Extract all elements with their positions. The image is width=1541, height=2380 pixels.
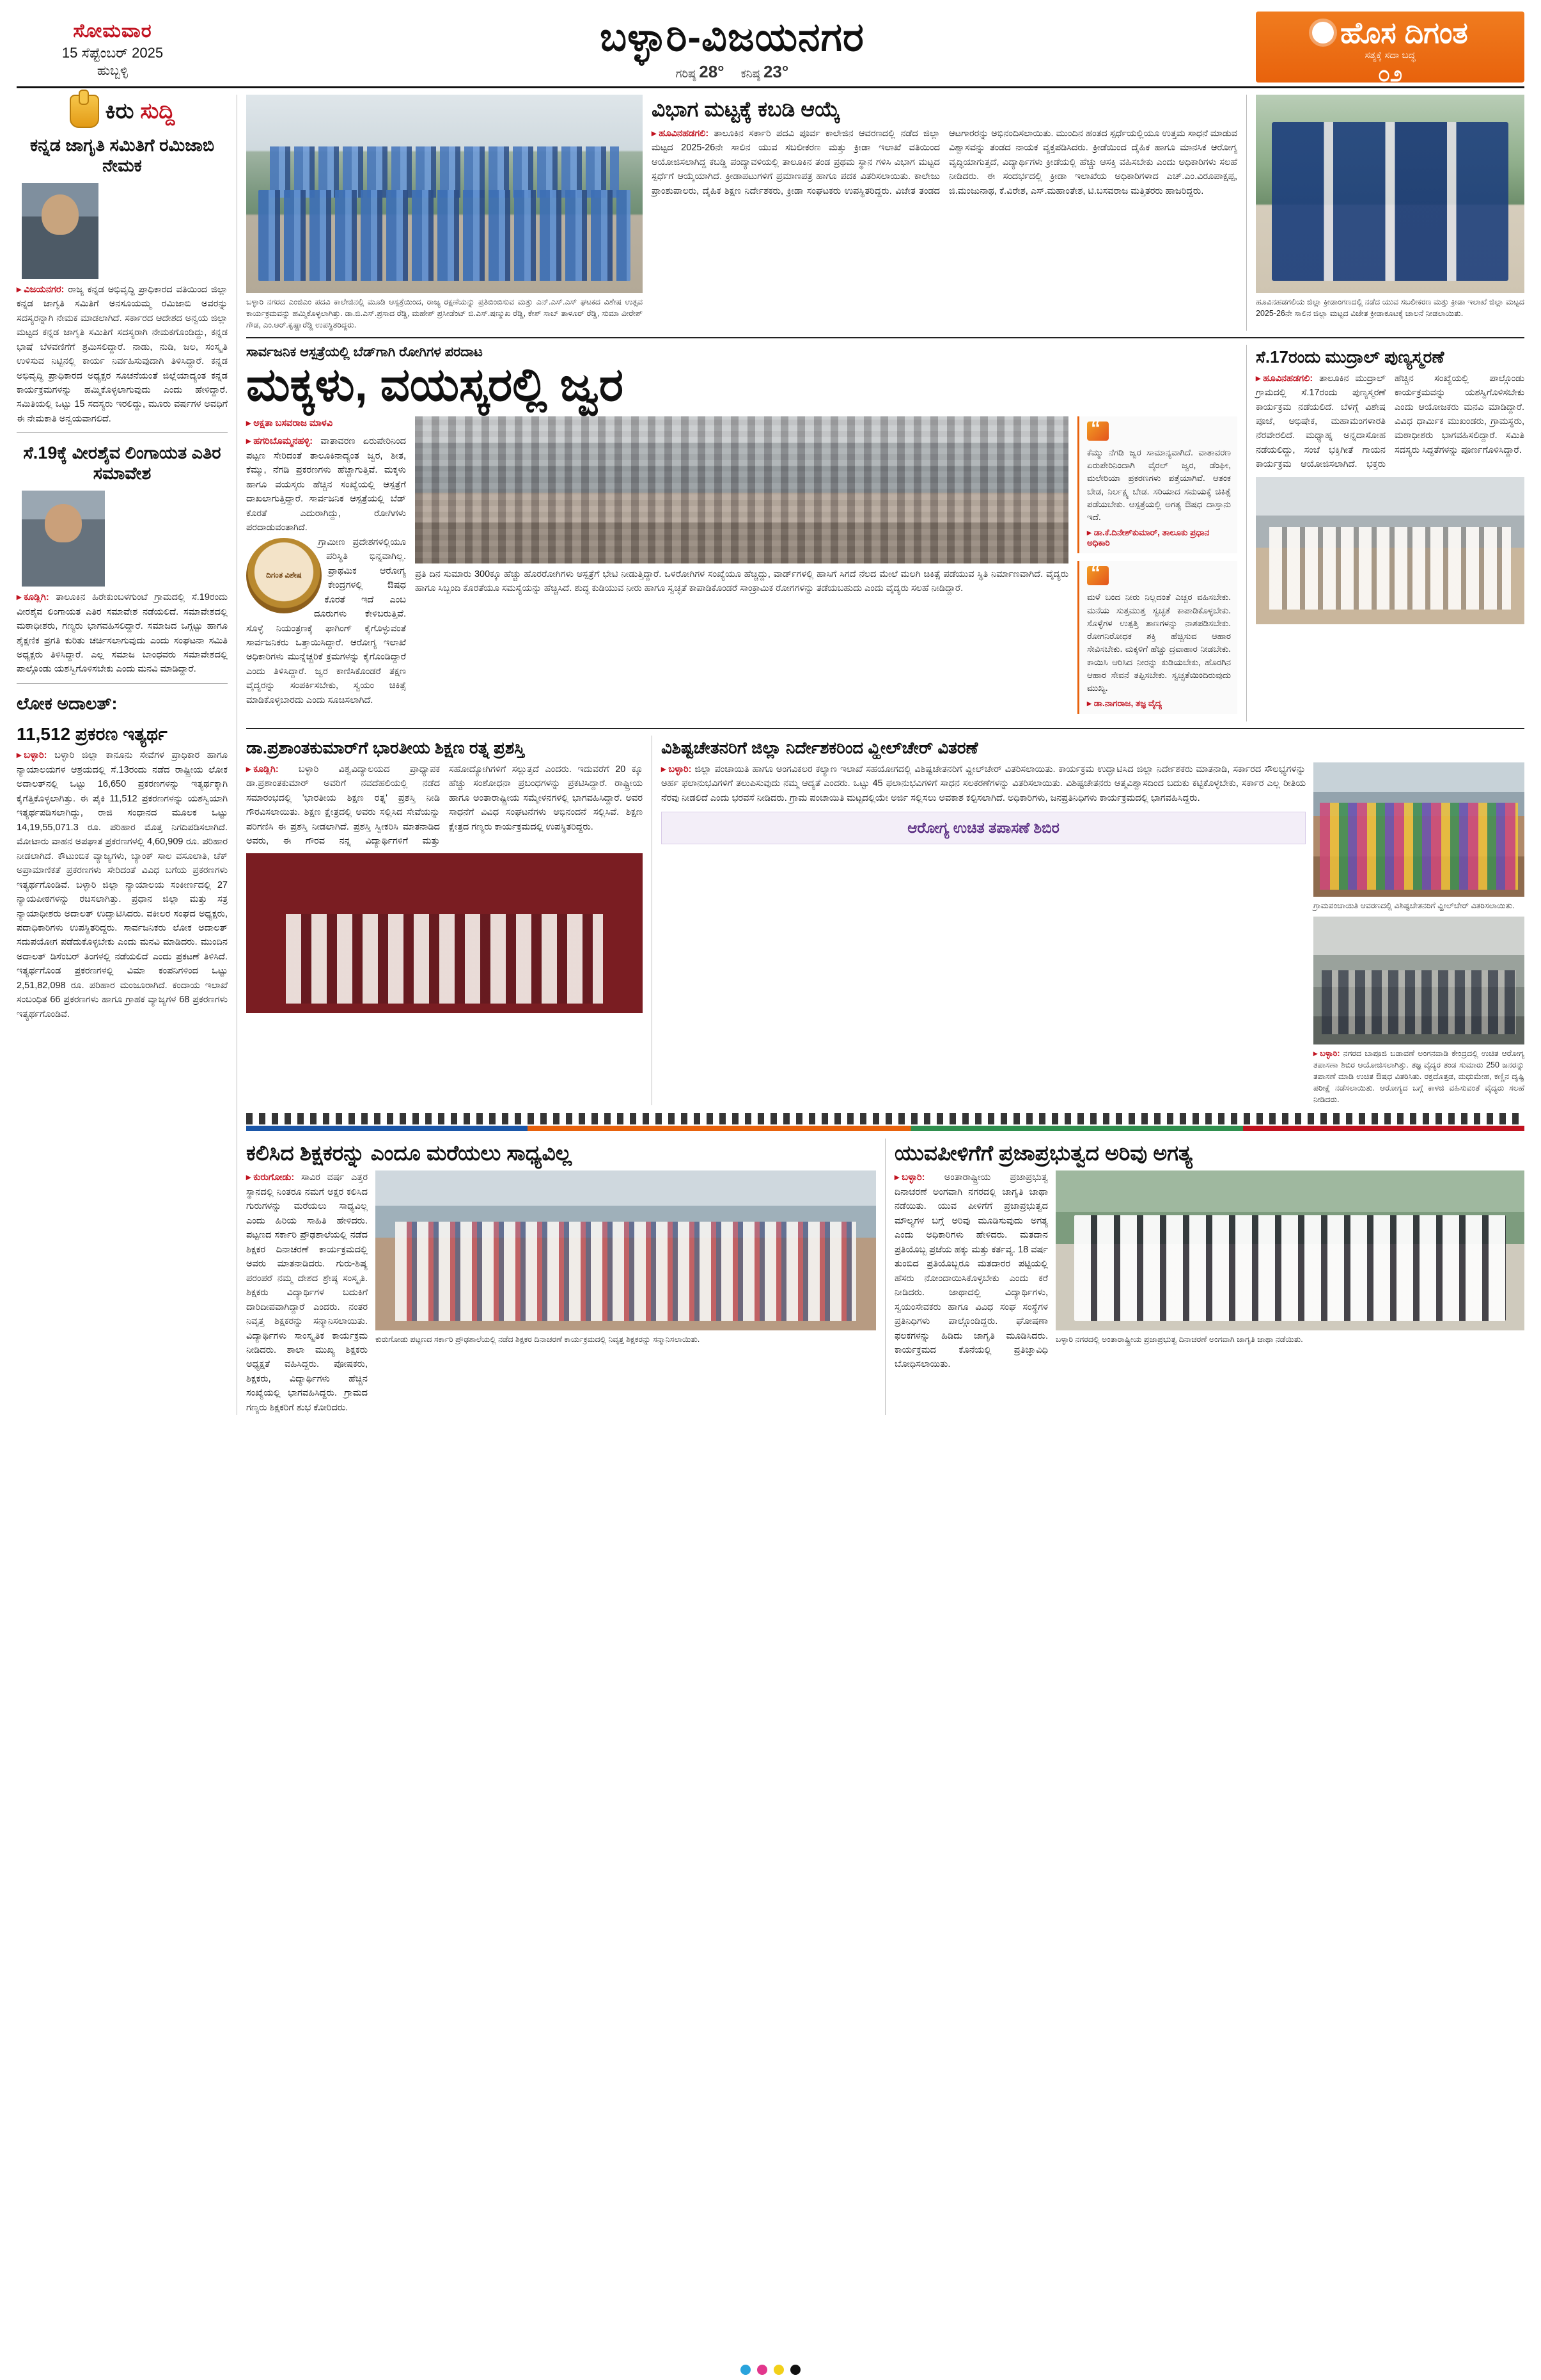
main-story-col1-body: ವಾತಾವರಣ ಏರುಪೇರಿನಿಂದ ಪಟ್ಟಣ ಸೇರಿದಂತೆ ತಾಲೂಕಿನಾದ್ಯಂತ ಜ್ವರ, ಶೀತ, ಕೆಮ್ಮು, ನೆಗಡಿ ಪ್ರಕರಣಗಳು ಹೆಚ್ಚಾಗುತ್ತಿವೆ. ಮಕ್ಕಳು ಹಾಗೂ ವಯಸ್ಕರು ಹೆಚ್ಚಿನ ಸಂಖ್ಯೆಯಲ್ಲಿ ಆಸ್ಪತ್ರೆಗೆ ದಾಖಲಾಗುತ್ತಿದ್ದಾರೆ. ಸಾರ್ವಜನಿಕ ಆಸ್ಪತ್ರೆಯಲ್ಲಿ ಬೆಡ್ ಕೊರತೆ ಎದುರಾಗಿದ್ದು, ರೋಗಿಗಳು ಪರದಾಡುವಂತಾಗಿದೆ. — [246, 436, 406, 533]
main-column — [246, 95, 1524, 1415]
health-camp-title: ಆರೋಗ್ಯ ಉಚಿತ ತಪಾಸಣೆ ಶಿಬಿರ — [907, 819, 1060, 837]
seal-text: ದಿಗಂತ ವಿಶೇಷ — [266, 570, 302, 579]
bottom-left-body: ಸಾವಿರ ವರ್ಷ ಎತ್ತರ ಸ್ಥಾನದಲ್ಲಿ ನಿಂತರೂ ನಮಗೆ ಅಕ್ಷರ ಕಲಿಸಿದ ಗುರುಗಳನ್ನು ಮರೆಯಲು ಸಾಧ್ಯವಿಲ್ಲ ಎಂದು ಹಿರಿಯ ಸಾಹಿತಿ ಹೇಳಿದರು. ಪಟ್ಟಣದ ಸರ್ಕಾರಿ ಪ್ರೌಢಶಾಲೆಯಲ್ಲಿ ನಡೆದ ಶಿಕ್ಷಕರ ದಿನಾಚರಣೆ ಕಾರ್ಯಕ್ರಮದಲ್ಲಿ ಅವರು ಮಾತನಾಡಿದರು. ಗುರು-ಶಿಷ್ಯ ಪರಂಪರೆ ನಮ್ಮ ದೇಶದ ಶ್ರೇಷ್ಠ ಸಂಸ್ಕೃತಿ. ಶಿಕ್ಷಕರು ವಿದ್ಯಾರ್ಥಿಗಳ ಬದುಕಿಗೆ ದಾರಿದೀಪವಾಗಿದ್ದಾರೆ ಎಂದರು. ನಂತರ ನಿವೃತ್ತ ಶಿಕ್ಷಕರನ್ನು ಸನ್ಮಾನಿಸಲಾಯಿತು. ವಿದ್ಯಾರ್ಥಿಗಳು ಸಾಂಸ್ಕೃತಿಕ ಕಾರ್ಯಕ್ರಮ ನೀಡಿದರು. ಶಾಲಾ ಮುಖ್ಯ ಶಿಕ್ಷಕರು ಅಧ್ಯಕ್ಷತೆ ವಹಿಸಿದ್ದರು. ಪೋಷಕರು, ಶಿಕ್ಷಕರು, ವಿದ್ಯಾರ್ಥಿಗಳು ಹೆಚ್ಚಿನ ಸಂಖ್ಯೆಯಲ್ಲಿ ಭಾಗವಹಿಸಿದ್ದರು. ಗ್ರಾಮದ ಗಣ್ಯರು ಶಿಕ್ಷಕರಿಗೆ ಶುಭ ಕೋರಿದರು. — [246, 1172, 368, 1413]
mid-band — [246, 736, 1524, 1105]
color-bar-divider — [246, 1126, 1524, 1131]
sidebar-column — [17, 95, 228, 1415]
bottom-left-photocol — [375, 1170, 876, 1415]
right-top-text — [1256, 372, 1524, 472]
quote-card-1 — [1077, 416, 1237, 554]
masthead — [17, 12, 1524, 88]
sidebar-story-2-photo — [22, 491, 105, 587]
right-top-body: ತಾಲೂಕಿನ ಮುದ್ರಾಲ್ ಗ್ರಾಮದಲ್ಲಿ ಸೆ.17ರಂದು ಪುಣ್ಯಸ್ಮರಣೆ ಕಾರ್ಯಕ್ರಮ ನಡೆಯಲಿದೆ. ಬೆಳಗ್ಗೆ ವಿಶೇಷ ಪೂಜೆ, ಅಭಿಷೇಕ, ಮಹಾಮಂಗಳಾರತಿ ನೆರವೇರಲಿದೆ. ಮಧ್ಯಾಹ್ನ ಅನ್ನದಾಸೋಹ ನಡೆಯಲಿದ್ದು, ಸಂಜೆ ಭಕ್ತಿಗೀತೆ ಗಾಯನ ಕಾರ್ಯಕ್ರಮ ಆಯೋಜಿಸಲಾಗಿದೆ. ಭಕ್ತರು ಹೆಚ್ಚಿನ ಸಂಖ್ಯೆಯಲ್ಲಿ ಪಾಲ್ಗೊಂಡು ಕಾರ್ಯಕ್ರಮವನ್ನು ಯಶಸ್ವಿಗೊಳಿಸಬೇಕು ಎಂದು ಆಯೋಜಕರು ಮನವಿ ಮಾಡಿದ್ದಾರೆ. ವಿವಿಧ ಧಾರ್ಮಿಕ ಮುಖಂಡರು, ಗ್ರಾಮಸ್ಥರು, ಮಠಾಧೀಶರು ಭಾಗವಹಿಸಲಿದ್ದಾರೆ. ಸಮಿತಿ ಸದಸ್ಯರು ಸಿದ್ಧತೆಗಳನ್ನು ಪೂರ್ಣಗೊಳಿಸಿದ್ದಾರೆ. — [1256, 373, 1524, 470]
column-rule — [1246, 345, 1247, 721]
sidebar-story-2-body: ತಾಲೂಕಿನ ಹಿರೇಕುಂಬಳಗುಂಟೆ ಗ್ರಾಮದಲ್ಲಿ ಸೆ.19ರಂದು ವೀರಶೈವ ಲಿಂಗಾಯತ ಎತಿರ ಸಮಾವೇಶ ನಡೆಯಲಿದೆ. ಸಮಾವೇಶದಲ್ಲಿ ಮಠಾಧೀಶರು, ಗಣ್ಯರು ಭಾಗವಹಿಸಲಿದ್ದಾರೆ. ಸಮಾಜದ ಒಗ್ಗಟ್ಟು ಹಾಗೂ ಶೈಕ್ಷಣಿಕ ಪ್ರಗತಿ ಕುರಿತು ಚರ್ಚಿಸಲಾಗುವುದು ಎಂದು ಸಂಘಟನಾ ಸಮಿತಿ ಅಧ್ಯಕ್ಷರು ತಿಳಿಸಿದ್ದಾರೆ. ಎಲ್ಲ ಸಮಾಜ ಬಾಂಧವರು ಸಮಾವೇಶದಲ್ಲಿ ಪಾಲ್ಗೊಂಡು ಯಶಸ್ವಿಗೊಳಿಸಬೇಕು ಎಂದು ಮನವಿ ಮಾಡಿದ್ದಾರೆ. — [17, 592, 228, 675]
mid-story-1-headline: ಡಾ.ಪ್ರಶಾಂತಕುಮಾರ್‌ಗೆ ಭಾರತೀಯ ಶಿಕ್ಷಣ ರತ್ನ ಪ್ರಶಸ್ತಿ — [246, 738, 525, 758]
bottom-right-body: ಅಂತಾರಾಷ್ಟ್ರೀಯ ಪ್ರಜಾಪ್ರಭುತ್ವ ದಿನಾಚರಣೆ ಅಂಗವಾಗಿ ನಗರದಲ್ಲಿ ಜಾಗೃತಿ ಜಾಥಾ ನಡೆಯಿತು. ಯುವ ಪೀಳಿಗೆಗೆ ಪ್ರಜಾಪ್ರಭುತ್ವದ ಮೌಲ್ಯಗಳ ಬಗ್ಗೆ ಅರಿವು ಮೂಡಿಸುವುದು ಅಗತ್ಯ ಎಂದು ಅಧಿಕಾರಿಗಳು ಹೇಳಿದರು. ಮತದಾನ ಪ್ರತಿಯೊಬ್ಬ ಪ್ರಜೆಯ ಹಕ್ಕು ಮತ್ತು ಕರ್ತವ್ಯ. 18 ವರ್ಷ ತುಂಬಿದ ಪ್ರತಿಯೊಬ್ಬರೂ ಮತದಾರರ ಪಟ್ಟಿಯಲ್ಲಿ ಹೆಸರು ನೋಂದಾಯಿಸಿಕೊಳ್ಳಬೇಕು ಎಂದು ಕರೆ ನೀಡಿದರು. ಜಾಥಾದಲ್ಲಿ ವಿದ್ಯಾರ್ಥಿಗಳು, ಸ್ವಯಂಸೇವಕರು ಹಾಗೂ ವಿವಿಧ ಸಂಘ ಸಂಸ್ಥೆಗಳ ಪ್ರತಿನಿಧಿಗಳು ಪಾಲ್ಗೊಂಡಿದ್ದರು. ಘೋಷಣಾ ಫಲಕಗಳನ್ನು ಹಿಡಿದು ಜಾಗೃತಿ ಮೂಡಿಸಿದರು. ಕಾರ್ಯಕ್ರಮದ ಕೊನೆಯಲ್ಲಿ ಪ್ರತಿಜ್ಞಾವಿಧಿ ಬೋಧಿಸಲಾಯಿತು. — [895, 1172, 1049, 1370]
sidebar-story-3-kicker: ಲೋಕ ಅದಾಲತ್: — [17, 693, 118, 713]
bottom-band — [246, 1139, 1524, 1415]
main-story-col-1 — [246, 416, 406, 722]
black-dot — [790, 2365, 801, 2375]
divider — [246, 728, 1524, 729]
cyan-dot — [740, 2365, 751, 2375]
democracy-rally-photo — [1056, 1170, 1524, 1330]
mid-story-2-photocol — [1313, 762, 1524, 1106]
yellow-dot — [774, 2365, 784, 2375]
mid-story-2-body-row — [661, 762, 1524, 1106]
kiru-suddi-header — [17, 95, 228, 128]
quote-icon — [1087, 422, 1109, 441]
bottom-left-textcol — [246, 1170, 368, 1415]
weather-min: ಕನಿಷ್ಠ 23° — [740, 62, 789, 82]
sun-icon — [1312, 22, 1334, 43]
top-story-lead: ▸ ಹೂವಿನಹಡಗಲಿ: — [652, 129, 708, 139]
sidebar-story-3-body: ಬಳ್ಳಾರಿ ಜಿಲ್ಲಾ ಕಾನೂನು ಸೇವೆಗಳ ಪ್ರಾಧಿಕಾರ ಹಾಗೂ ನ್ಯಾಯಾಲಯಗಳ ಆಶ್ರಯದಲ್ಲಿ ಸೆ.13ರಂದು ನಡೆದ ರಾಷ್ಟ್ರೀಯ ಲೋಕ ಅದಾಲತ್‌ನಲ್ಲಿ ಒಟ್ಟು 16,650 ಪ್ರಕರಣಗಳನ್ನು ಇತ್ಯರ್ಥಕ್ಕಾಗಿ ಕೈಗೆತ್ತಿಕೊಳ್ಳಲಾಗಿತ್ತು. ಈ ಪೈಕಿ 11,512 ಪ್ರಕರಣಗಳನ್ನು ಯಶಸ್ವಿಯಾಗಿ ಇತ್ಯರ್ಥಪಡಿಸಲಾಗಿದ್ದು, ರಾಜಿ ಸಂಧಾನದ ಮೂಲಕ ಒಟ್ಟು 14,19,55,071.3 ರೂ. ಪರಿಹಾರ ಮೊತ್ತ ನಿಗದಿಪಡಿಸಲಾಗಿದೆ. ಮೋಟಾರು ವಾಹನ ಅಪಘಾತ ಪ್ರಕರಣಗಳಲ್ಲಿ 4,60,909 ರೂ. ಪರಿಹಾರ ನೀಡಲಾಗಿದೆ. ಕೌಟುಂಬಿಕ ವ್ಯಾಜ್ಯಗಳು, ಬ್ಯಾಂಕ್ ಸಾಲ ವಸೂಲಾತಿ, ಚೆಕ್ ಅಪ್ರಾಮಾಣಿಕತೆ ಪ್ರಕರಣಗಳು ಸೇರಿದಂತೆ ವಿವಿಧ ಬಗೆಯ ಪ್ರಕರಣಗಳು ಇತ್ಯರ್ಥಗೊಂಡಿವೆ. ಬಳ್ಳಾರಿ ಜಿಲ್ಲಾ ನ್ಯಾಯಾಲಯ ಸಂಕೀರ್ಣದಲ್ಲಿ 27 ನ್ಯಾಯಪೀಠಗಳನ್ನು ರಚಿಸಲಾಗಿತ್ತು. ಪ್ರಧಾನ ಜಿಲ್ಲಾ ಮತ್ತು ಸತ್ರ ನ್ಯಾಯಾಧೀಶರು ಅದಾಲತ್ ಉದ್ಘಾಟಿಸಿದರು. ವಕೀಲರ ಸಂಘದ ಅಧ್ಯಕ್ಷರು, ಪದಾಧಿಕಾರಿಗಳು ಉಪಸ್ಥಿತರಿದ್ದರು. ಸಾರ್ವಜನಿಕರು ಲೋಕ ಅದಾಲತ್ ಸದುಪಯೋಗ ಪಡೆದುಕೊಳ್ಳಬೇಕು ಎಂದು ಮನವಿ ಮಾಡಿದರು. ಮುಂದಿನ ಅದಾಲತ್ ಡಿಸೆಂಬರ್ ತಿಂಗಳಲ್ಲಿ ನಡೆಯಲಿದೆ ಎಂದು ಪ್ರಕಟಣೆ ತಿಳಿಸಿದೆ. ಇತ್ಯರ್ಥಗೊಂಡ ಪ್ರಕರಣಗಳಲ್ಲಿ ವಿಮಾ ಕಂಪನಿಗಳಿಂದ ಒಟ್ಟು 2,51,82,098 ರೂ. ಪರಿಹಾರ ಮಂಜೂರಾಗಿದೆ. ಕಂದಾಯ ಇಲಾಖೆ ಸಂಬಂಧಿತ 66 ಪ್ರಕರಣಗಳು ಹಾಗೂ ಗ್ರಾಹಕ ವ್ಯಾಜ್ಯಗಳ 68 ಪ್ರಕರಣಗಳು ಇತ್ಯರ್ಥಗೊಂಡಿವೆ. — [17, 750, 228, 1020]
masthead-place: ಹುಬ್ಬಳ್ಳಿ — [97, 64, 129, 78]
players-award-photo — [1256, 95, 1524, 293]
mid-story-2-textcol — [661, 762, 1306, 1106]
brand-tagline: ಸತ್ಯಕ್ಕೆ ಸದಾ ಬದ್ಧ — [1365, 50, 1416, 61]
mid-story-1 — [246, 736, 643, 1105]
right-top-headline: ಸೆ.17ರಂದು ಮುದ್ರಾಲ್ ಪುಣ್ಯಸ್ಮರಣೆ — [1256, 347, 1444, 367]
bottom-left-lead: ▸ ಕುರುಗೋಡು: — [246, 1172, 294, 1183]
weather-max: ಗರಿಷ್ಠ 28° — [675, 62, 724, 82]
column-rule — [1246, 95, 1247, 331]
bottom-right-photocol — [1056, 1170, 1524, 1372]
bottom-left-row — [246, 1170, 876, 1415]
mid-story-1-body: ಬಳ್ಳಾರಿ ವಿಶ್ವವಿದ್ಯಾಲಯದ ಪ್ರಾಧ್ಯಾಪಕ ಡಾ.ಪ್ರಶಾಂತಕುಮಾರ್ ಅವರಿಗೆ ನವದೆಹಲಿಯಲ್ಲಿ ನಡೆದ ಸಮಾರಂಭದಲ್ಲಿ 'ಭಾರತೀಯ ಶಿಕ್ಷಣ ರತ್ನ' ಪ್ರಶಸ್ತಿ ನೀಡಿ ಗೌರವಿಸಲಾಯಿತು. ಶಿಕ್ಷಣ ಕ್ಷೇತ್ರದಲ್ಲಿ ಅವರು ಸಲ್ಲಿಸಿದ ಸೇವೆಯನ್ನು ಪರಿಗಣಿಸಿ ಈ ಪ್ರಶಸ್ತಿ ನೀಡಲಾಗಿದೆ. ಪ್ರಶಸ್ತಿ ಸ್ವೀಕರಿಸಿ ಮಾತನಾಡಿದ ಅವರು, ಈ ಗೌರವ ನನ್ನ ವಿದ್ಯಾರ್ಥಿಗಳಿಗೆ ಮತ್ತು ಸಹೋದ್ಯೋಗಿಗಳಿಗೆ ಸಲ್ಲುತ್ತದೆ ಎಂದರು. ಇದುವರೆಗೆ 20 ಕ್ಕೂ ಹೆಚ್ಚು ಸಂಶೋಧನಾ ಪ್ರಬಂಧಗಳನ್ನು ಪ್ರಕಟಿಸಿದ್ದಾರೆ. ರಾಷ್ಟ್ರೀಯ ಹಾಗೂ ಅಂತಾರಾಷ್ಟ್ರೀಯ ಸಮ್ಮೇಳನಗಳಲ್ಲಿ ಭಾಗವಹಿಸಿದ್ದಾರೆ. ಅವರ ಸಾಧನೆಗೆ ವಿವಿಧ ಸಂಘಟನೆಗಳು ಅಭಿನಂದನೆ ಸಲ್ಲಿಸಿವೆ. ಶಿಕ್ಷಣ ಕ್ಷೇತ್ರದ ಗಣ್ಯರು ಕಾರ್ಯಕ್ರಮದಲ್ಲಿ ಉಪಸ್ಥಿತರಿದ್ದರು. — [246, 764, 643, 846]
main-story-kicker: ಸಾರ್ವಜನಿಕ ಆಸ್ಪತ್ರೆಯಲ್ಲಿ ಬೆಡ್‌ಗಾಗಿ ರೋಗಿಗಳ ಪರದಾಟ — [246, 345, 483, 360]
right-top-block — [1256, 345, 1524, 721]
right-top-lead: ▸ ಹೂವಿನಹಡಗಲಿ: — [1256, 374, 1313, 384]
mid-story-2-headline: ವಿಶಿಷ್ಟಚೇತನರಿಗೆ ಜಿಲ್ಲಾ ನಿರ್ದೇಶಕರಿಂದ ವ್ಹೀಲ್‌ಚೇರ್ ವಿತರಣೆ — [661, 738, 978, 758]
main-story-col2-text: ಪ್ರತಿ ದಿನ ಸುಮಾರು 300ಕ್ಕೂ ಹೆಚ್ಚು ಹೊರರೋಗಿಗಳು ಆಸ್ಪತ್ರೆಗೆ ಭೇಟಿ ನೀಡುತ್ತಿದ್ದಾರೆ. ಒಳರೋಗಿಗಳ ಸಂಖ್ಯೆಯೂ ಹೆಚ್ಚಿದ್ದು, ವಾರ್ಡ್‌ಗಳಲ್ಲಿ ಹಾಸಿಗೆ ಸಿಗದೆ ನೆಲದ ಮೇಲೆ ಮಲಗಿ ಚಿಕಿತ್ಸೆ ಪಡೆಯುವ ಸ್ಥಿತಿ ನಿರ್ಮಾಣವಾಗಿದೆ. ವೈದ್ಯರು ಹಾಗೂ ಸಿಬ್ಬಂದಿ ಕೊರತೆಯೂ ಸಮಸ್ಯೆಯನ್ನು ಹೆಚ್ಚಿಸಿದೆ. ಶುದ್ಧ ಕುಡಿಯುವ ನೀರು ಹಾಗೂ ಸ್ವಚ್ಛತೆ ಕಾಪಾಡಿಕೊಂಡರೆ ಸಾಂಕ್ರಾಮಿಕ ರೋಗಗಳನ್ನು ತಡೆಯಬಹುದು ಎಂದು ವೈದ್ಯರು ಸಲಹೆ ನೀಡಿದ್ದಾರೆ. — [415, 569, 1068, 594]
divider — [17, 683, 228, 684]
magenta-dot — [757, 2365, 767, 2375]
sidebar-story-1-body: ರಾಜ್ಯ ಕನ್ನಡ ಅಭಿವೃದ್ಧಿ ಪ್ರಾಧಿಕಾರದ ವತಿಯಿಂದ ಜಿಲ್ಲಾ ಕನ್ನಡ ಜಾಗೃತಿ ಸಮಿತಿಗೆ ಅನಸೂಯಮ್ಮ ರಮಿಜಾಬಿ ಅವರನ್ನು ಸದಸ್ಯರನ್ನಾಗಿ ನೇಮಕ ಮಾಡಲಾಗಿದೆ. ಸರ್ಕಾರದ ಆದೇಶದ ಅನ್ವಯ ಜಿಲ್ಲಾ ಮಟ್ಟದ ಕನ್ನಡ ಜಾಗೃತಿ ಸಮಿತಿಗೆ ಸದಸ್ಯರಾಗಿ ನೇಮಕಗೊಂಡಿದ್ದು, ಕನ್ನಡ ಭಾಷೆ ಬೆಳವಣಿಗೆಗೆ ಶ್ರಮಿಸಲಿದ್ದಾರೆ. ನಾಡು, ನುಡಿ, ಜಲ, ಸಂಸ್ಕೃತಿ ಉಳಿಸುವ ನಿಟ್ಟಿನಲ್ಲಿ ಕಾರ್ಯ ನಿರ್ವಹಿಸುವುದಾಗಿ ತಿಳಿಸಿದ್ದಾರೆ. ಕನ್ನಡ ಅಭಿವೃದ್ಧಿ ಪ್ರಾಧಿಕಾರದ ಅಧ್ಯಕ್ಷರ ಸೂಚನೆಯಂತೆ ಜಿಲ್ಲೆಯಾದ್ಯಂತ ಕನ್ನಡ ಕಾರ್ಯಕ್ರಮಗಳನ್ನು ಹಮ್ಮಿಕೊಳ್ಳಲಾಗುವುದು ಎಂದು ಹೇಳಿದ್ದಾರೆ. ಸಮಿತಿಯಲ್ಲಿ ಒಟ್ಟು 15 ಸದಸ್ಯರು ಇರಲಿದ್ದು, ಮೂರು ವರ್ಷಗಳ ಅವಧಿಗೆ ಈ ನೇಮಕಾತಿ ಅನ್ವಯವಾಗಲಿದೆ. — [17, 284, 228, 424]
sidebar-story-1-text — [17, 283, 228, 427]
mid-story-2-caption: ಗ್ರಾಮಪಂಚಾಯಿತಿ ಆವರಣದಲ್ಲಿ ವಿಶಿಷ್ಟಚೇತನರಿಗೆ ವ್ಹೀಲ್‌ಚೇರ್ ವಿತರಿಸಲಾಯಿತು. — [1313, 901, 1515, 910]
quote-icon — [1087, 566, 1109, 585]
sidebar-story-3-number: 11,512 ಪ್ರಕರಣ ಇತ್ಯರ್ಥ — [17, 723, 168, 744]
registration-color-dots — [0, 2365, 1541, 2375]
weather-max-value: 28° — [699, 62, 724, 82]
weather-strip — [208, 62, 1256, 82]
masthead-date: 15 ಸೆಪ್ಟೆಂಬರ್ 2025 — [61, 45, 164, 61]
bottom-left-text — [246, 1170, 368, 1415]
bottom-left-headline: ಕಲಿಸಿದ ಶಿಕ್ಷಕರನ್ನು ಎಂದೂ ಮರೆಯಲು ಸಾಧ್ಯವಿಲ್ಲ — [246, 1141, 572, 1165]
masthead-day: ಸೋಮವಾರ — [73, 20, 152, 42]
health-camp-box — [661, 812, 1306, 844]
top-right-photo-caption: ಹೂವಿನಹಡಗಲಿಯ ಜಿಲ್ಲಾ ಕ್ರೀಡಾಂಗಣದಲ್ಲಿ ನಡೆದ ಯುವ ಸಬಲೀಕರಣ ಮತ್ತು ಕ್ರೀಡಾ ಇಲಾಖೆ ಜಿಲ್ಲಾ ಮಟ್ಟದ 2025-26ನೇ ಸಾಲಿನ ಜಿಲ್ಲಾ ಮಟ್ಟದ ವಿಜೇತ ಕ್ರೀಡಾಕೂಟಕ್ಕೆ ಚಾಲನೆ ನೀಡಲಾಯಿತು. — [1256, 297, 1524, 319]
kabaddi-team-photo — [246, 95, 643, 293]
divider — [246, 337, 1524, 338]
mid-story-2-text — [661, 762, 1306, 805]
award-ceremony-photo — [246, 853, 643, 1013]
bottom-left-caption: ಕುರುಗೋಡು ಪಟ್ಟಣದ ಸರ್ಕಾರಿ ಪ್ರೌಢಶಾಲೆಯಲ್ಲಿ ನಡೆದ ಶಿಕ್ಷಕರ ದಿನಾಚರಣೆ ಕಾರ್ಯಕ್ರಮದಲ್ಲಿ ನಿವೃತ್ತ ಶಿಕ್ಷಕರನ್ನು ಸನ್ಮಾನಿಸಲಾಯಿತು. — [375, 1335, 700, 1344]
page-body — [17, 95, 1524, 1415]
mid-story-1-text — [246, 762, 643, 849]
sidebar-story-2-title: ಸೆ.19ಕ್ಕೆ ವೀರಶೈವ ಲಿಂಗಾಯತ ಎತಿರ ಸಮಾವೇಶ — [23, 443, 221, 484]
health-camp-caption — [1313, 1048, 1524, 1106]
bottom-right-text — [895, 1170, 1048, 1372]
quote-1-author: ▸ ಡಾ.ಕೆ.ದಿನೇಶ್‌ಕುಮಾರ್, ತಾಲೂಕು ಪ್ರಧಾನ ಅಧಿಕಾರಿ — [1087, 528, 1231, 548]
digantha-special-seal — [246, 538, 322, 613]
top-story-headline: ವಿಭಾಗ ಮಟ್ಟಕ್ಕೆ ಕಬಡಿ ಆಯ್ಕೆ — [652, 97, 841, 121]
top-band — [246, 95, 1524, 331]
top-story-block — [652, 95, 1237, 331]
top-photo-block — [246, 95, 643, 331]
health-camp-text: ನಗರದ ಬಾಪೂಜಿ ಬಡಾವಣೆ ಅಂಗನವಾಡಿ ಕೇಂದ್ರದಲ್ಲಿ ಉಚಿತ ಆರೋಗ್ಯ ತಪಾಸಣಾ ಶಿಬಿರ ಆಯೋಜಿಸಲಾಗಿತ್ತು. ತಜ್ಞ ವೈದ್ಯರ ತಂಡ ಸುಮಾರು 250 ಜನರನ್ನು ತಪಾಸಣೆ ಮಾಡಿ ಉಚಿತ ಔಷಧ ವಿತರಿಸಿತು. ರಕ್ತದೊತ್ತಡ, ಮಧುಮೇಹ, ಕಣ್ಣಿನ ದೃಷ್ಟಿ ಪರೀಕ್ಷೆ ನಡೆಸಲಾಯಿತು. ಆರೋಗ್ಯದ ಬಗ್ಗೆ ಕಾಳಜಿ ವಹಿಸುವಂತೆ ವೈದ್ಯರು ಸಲಹೆ ನೀಡಿದರು. — [1313, 1048, 1524, 1105]
main-story-lead: ▸ ಹಗರಿಬೊಮ್ಮನಹಳ್ಳಿ: — [246, 436, 313, 446]
column-rule — [885, 1139, 886, 1415]
weather-min-value: 23° — [763, 62, 789, 82]
main-story-byline: ▸ ಅಕ್ಷತಾ ಬಸವರಾಜ ಮಾಳವಿ — [246, 418, 332, 429]
sidebar-story-2-text — [17, 590, 228, 677]
main-story-block — [246, 345, 1237, 721]
dashed-divider — [246, 1113, 1524, 1124]
brand-logo — [1256, 12, 1524, 86]
main-story-columns — [246, 416, 1237, 722]
bottom-right-lead: ▸ ಬಳ್ಳಾರಿ: — [895, 1172, 925, 1183]
main-story-headline: ಮಕ್ಕಳು, ವಯಸ್ಕರಲ್ಲಿ ಜ್ವರ — [246, 359, 624, 411]
sidebar-story-3-text — [17, 748, 228, 1021]
main-story-col1-extra: ಗ್ರಾಮೀಣ ಪ್ರದೇಶಗಳಲ್ಲಿಯೂ ಪರಿಸ್ಥಿತಿ ಭಿನ್ನವಾಗಿಲ್ಲ. ಪ್ರಾಥಮಿಕ ಆರೋಗ್ಯ ಕೇಂದ್ರಗಳಲ್ಲಿ ಔಷಧ ಕೊರತೆ ಇದೆ ಎಂಬ ದೂರುಗಳು ಕೇಳಿಬರುತ್ತಿವೆ. ಸೊಳ್ಳೆ ನಿಯಂತ್ರಣಕ್ಕೆ ಫಾಗಿಂಗ್ ಕೈಗೊಳ್ಳುವಂತೆ ಸಾರ್ವಜನಿಕರು ಒತ್ತಾಯಿಸಿದ್ದಾರೆ. ಆರೋಗ್ಯ ಇಲಾಖೆ ಅಧಿಕಾರಿಗಳು ಮುನ್ನೆಚ್ಚರಿಕೆ ಕ್ರಮಗಳನ್ನು ಕೈಗೊಂಡಿದ್ದಾರೆ ಎಂದು ತಿಳಿಸಿದ್ದಾರೆ. ಜ್ವರ ಕಾಣಿಸಿಕೊಂಡರೆ ತಕ್ಷಣ ವೈದ್ಯರನ್ನು ಸಂಪರ್ಕಿಸಬೇಕು, ಸ್ವಯಂ ಚಿಕಿತ್ಸೆ ಮಾಡಿಕೊಳ್ಳಬಾರದು ಎಂದು ಸೂಚಿಸಲಾಗಿದೆ. — [246, 537, 406, 705]
function-photo — [1256, 477, 1524, 624]
teachers-day-photo — [375, 1170, 876, 1330]
quote-card-2 — [1077, 561, 1237, 714]
sidebar-story-1-lead: ▸ ವಿಜಯನಗರ: — [17, 285, 64, 295]
quote-2-text: ಮಳೆ ಬಂದ ನೀರು ನಿಲ್ಲದಂತೆ ಎಚ್ಚರ ವಹಿಸಬೇಕು. ಮನೆಯ ಸುತ್ತಮುತ್ತ ಸ್ವಚ್ಛತೆ ಕಾಪಾಡಿಕೊಳ್ಳಬೇಕು. ಸೊಳ್ಳೆಗಳ ಉತ್ಪತ್ತಿ ತಾಣಗಳನ್ನು ನಾಶಪಡಿಸಬೇಕು. ರೋಗನಿರೋಧಕ ಶಕ್ತಿ ಹೆಚ್ಚಿಸುವ ಆಹಾರ ಸೇವಿಸಬೇಕು. ಮಕ್ಕಳಿಗೆ ಹೆಚ್ಚು ದ್ರವಾಹಾರ ನೀಡಬೇಕು. ಕಾಯಿಸಿ ಆರಿಸಿದ ನೀರನ್ನು ಕುಡಿಯಬೇಕು, ಹೊರಗಿನ ಆಹಾರ ಸೇವನೆ ತಪ್ಪಿಸಬೇಕು. ಸ್ವಚ್ಛತೆಯಿಂದಿರುವುದು ಮುಖ್ಯ. — [1087, 592, 1231, 693]
bottom-story-right — [895, 1139, 1524, 1415]
sidebar-story-1-photo — [22, 183, 98, 279]
main-story-col-2 — [415, 416, 1068, 722]
edition-title: ಬಳ್ಳಾರಿ-ವಿಜಯನಗರ — [600, 15, 864, 59]
main-story-byline-row — [246, 416, 406, 430]
kiru-label: ಕಿರು — [105, 99, 134, 123]
pointing-hand-icon — [70, 95, 99, 128]
health-camp-photo — [1313, 917, 1524, 1044]
brand-name: ಹೊಸ ದಿಗಂತ — [1340, 16, 1468, 49]
sidebar-story-1-title: ಕನ್ನಡ ಜಾಗೃತಿ ಸಮಿತಿಗೆ ರಮಿಜಾಬಿ ನೇಮಕ — [29, 136, 215, 175]
mid-story-2 — [661, 736, 1524, 1105]
top-photo-caption: ಬಳ್ಳಾರಿ ನಗರದ ಎಂಜಿಎಂ ಪದವಿ ಕಾಲೇಜಿನಲ್ಲಿ ಮೂಡಿ ಆಸ್ಪತ್ರೆಯಿಂದ, ರಾಜ್ಯ ರಕ್ಷಣೆಯನ್ನು ಪ್ರತಿಬಿಂಬಿಸುವ ಮತ್ತು ಎನ್.ಎಸ್.ಎಸ್ ಘಟಕದ ವಿಶೇಷ ಉತ್ಸವ ಕಾರ್ಯಕ್ರಮವನ್ನು ಹಮ್ಮಿಕೊಳ್ಳಲಾಗಿತ್ತು. ಡಾ.ಬಿ.ಎಸ್.ಪ್ರಸಾದ ರೆಡ್ಡಿ, ಮಹೇಶ್ ಪ್ರಸೀಡೆಂಟ್ ಬಿ.ಎಸ್.ಷಣ್ಮುಖ ರೆಡ್ಡಿ, ಕೇಶ್ ಸಾಬ್ ತಾಳೂರ್ ರೆಡ್ಡಿ, ಸುಮಾ ವೀರೇಶ್ ಗೌಡ, ಎಂ.ಆರ್.ಕೃಷ್ಣಾರೆಡ್ಡಿ ಉಪಸ್ಥಿತರಿದ್ದರು. — [246, 297, 643, 330]
bottom-right-headline: ಯುವಪೀಳಿಗೆಗೆ ಪ್ರಜಾಪ್ರಭುತ್ವದ ಅರಿವು ಅಗತ್ಯ — [895, 1141, 1193, 1165]
hospital-crowd-photo — [415, 416, 1068, 563]
divider — [17, 432, 228, 433]
bottom-story-left — [246, 1139, 876, 1415]
wheelchair-group-photo — [1313, 762, 1524, 897]
sidebar-story-2-lead: ▸ ಕೂಡ್ಲಿಗಿ: — [17, 592, 49, 603]
bottom-right-caption: ಬಳ್ಳಾರಿ ನಗರದಲ್ಲಿ ಅಂತಾರಾಷ್ಟ್ರೀಯ ಪ್ರಜಾಪ್ರಭುತ್ವ ದಿನಾಚರಣೆ ಅಂಗವಾಗಿ ಜಾಗೃತಿ ಜಾಥಾ ನಡೆಯಿತು. — [1056, 1335, 1303, 1344]
bottom-right-textcol — [895, 1170, 1048, 1372]
quote-1-text: ಕೆಮ್ಮು ನೆಗಡಿ ಜ್ವರ ಸಾಮಾನ್ಯವಾಗಿದೆ. ವಾತಾವರಣ ಏರುಪೇರಿನಿಂದಾಗಿ ವೈರಲ್ ಜ್ವರ, ಡೆಂಘೀ, ಮಲೇರಿಯಾ ಪ್ರಕರಣಗಳು ಪತ್ತೆಯಾಗಿವೆ. ಆತಂಕ ಬೇಡ, ನಿರ್ಲಕ್ಷ್ಯ ಬೇಡ. ಸರಿಯಾದ ಸಮಯಕ್ಕೆ ಚಿಕಿತ್ಸೆ ಪಡೆಯಬೇಕು. ಆಸ್ಪತ್ರೆಯಲ್ಲಿ ಅಗತ್ಯ ಔಷಧ ದಾಸ್ತಾನು ಇದೆ. — [1087, 447, 1231, 523]
top-story-body: ತಾಲೂಕಿನ ಸರ್ಕಾರಿ ಪದವಿ ಪೂರ್ವ ಕಾಲೇಜಿನ ಆವರಣದಲ್ಲಿ ನಡೆದ ಜಿಲ್ಲಾ ಮಟ್ಟದ 2025-26ನೇ ಸಾಲಿನ ಯುವ ಸಬಲೀಕರಣ ಮತ್ತು ಕ್ರೀಡಾ ಇಲಾಖೆ ವತಿಯಿಂದ ಆಯೋಜಿಸಲಾಗಿದ್ದ ಕಬಡ್ಡಿ ಪಂದ್ಯಾವಳಿಯಲ್ಲಿ ತಾಲೂಕಿನ ತಂಡ ಪ್ರಥಮ ಸ್ಥಾನ ಗಳಿಸಿ ವಿಭಾಗ ಮಟ್ಟದ ಸ್ಪರ್ಧೆಗೆ ಆಯ್ಕೆಯಾಗಿದೆ. ಕ್ರೀಡಾಪಟುಗಳಿಗೆ ಪ್ರಮಾಣಪತ್ರ ಹಾಗೂ ಪದಕ ವಿತರಿಸಲಾಯಿತು. ಕಾಲೇಜು ಪ್ರಾಂಶುಪಾಲರು, ದೈಹಿಕ ಶಿಕ್ಷಣ ನಿರ್ದೇಶಕರು, ಕ್ರೀಡಾ ಸಂಘಟಕರು ಉಪಸ್ಥಿತರಿದ್ದರು. ವಿಜೇತ ತಂಡದ ಆಟಗಾರರನ್ನು ಅಭಿನಂದಿಸಲಾಯಿತು. ಮುಂದಿನ ಹಂತದ ಸ್ಪರ್ಧೆಯಲ್ಲಿಯೂ ಉತ್ತಮ ಸಾಧನೆ ಮಾಡುವ ವಿಶ್ವಾಸವನ್ನು ತಂಡದ ನಾಯಕ ವ್ಯಕ್ತಪಡಿಸಿದರು. ಕ್ರೀಡೆಯಿಂದ ದೈಹಿಕ ಹಾಗೂ ಮಾನಸಿಕ ಆರೋಗ್ಯ ವೃದ್ಧಿಯಾಗುತ್ತದೆ, ವಿದ್ಯಾರ್ಥಿಗಳು ಕ್ರೀಡೆಯಲ್ಲಿ ಹೆಚ್ಚು ಆಸಕ್ತಿ ವಹಿಸಬೇಕು ಎಂದು ಅಧಿಕಾರಿಗಳು ಸಲಹೆ ನೀಡಿದರು. ಈ ಸಂದರ್ಭದಲ್ಲಿ ಕ್ರೀಡಾ ಇಲಾಖೆಯ ಅಧಿಕಾರಿಗಳಾದ ಎಚ್.ಎಂ.ವಿರೂಪಾಕ್ಷಪ್ಪ, ಜಿ.ಮಂಜುನಾಥ, ಕೆ.ವಿರೇಶ, ಎಸ್.ಮಹಾಂತೇಶ, ಟಿ.ಬಸವರಾಜ ಮತ್ತಿತರರು ಹಾಜರಿದ್ದರು. — [652, 128, 1237, 196]
mid-story-2-lead: ▸ ಬಳ್ಳಾರಿ: — [661, 764, 692, 775]
suddi-label: ಸುದ್ದಿ — [140, 99, 175, 123]
masthead-date-block — [17, 12, 208, 83]
top-story-text — [652, 127, 1237, 198]
mid-story-1-lead: ▸ ಕೂಡ್ಲಿಗಿ: — [246, 764, 279, 775]
sidebar-story-3-lead: ▸ ಬಳ್ಳಾರಿ: — [17, 750, 47, 760]
main-story-quotes — [1077, 416, 1237, 722]
bottom-right-row — [895, 1170, 1524, 1372]
page-number: ೦೨ — [1377, 62, 1403, 86]
main-story-col1-text — [246, 434, 406, 535]
top-right-photo-block — [1256, 95, 1524, 331]
quote-2-author: ▸ ಡಾ.ನಾಗರಾಜ, ತಜ್ಞ ವೈದ್ಯ — [1087, 698, 1231, 709]
main-story-band — [246, 345, 1524, 721]
brand-name-row — [1260, 18, 1521, 47]
masthead-edition-block — [208, 12, 1256, 83]
mid-story-2-body: ಜಿಲ್ಲಾ ಪಂಚಾಯಿತಿ ಹಾಗೂ ಅಂಗವಿಕಲರ ಕಲ್ಯಾಣ ಇಲಾಖೆ ಸಹಯೋಗದಲ್ಲಿ ವಿಶಿಷ್ಟಚೇತನರಿಗೆ ವ್ಹೀಲ್‌ಚೇರ್ ವಿತರಿಸಲಾಯಿತು. ಕಾರ್ಯಕ್ರಮ ಉದ್ಘಾಟಿಸಿದ ಜಿಲ್ಲಾ ನಿರ್ದೇಶಕರು ಮಾತನಾಡಿ, ಸರ್ಕಾರದ ಸೌಲಭ್ಯಗಳನ್ನು ಅರ್ಹ ಫಲಾನುಭವಿಗಳಿಗೆ ತಲುಪಿಸುವುದು ನಮ್ಮ ಆದ್ಯತೆ ಎಂದರು. ಒಟ್ಟು 45 ಫಲಾನುಭವಿಗಳಿಗೆ ಸಾಧನ ಸಲಕರಣೆಗಳನ್ನು ವಿತರಿಸಲಾಯಿತು. ವಿಶಿಷ್ಟಚೇತನರು ಆತ್ಮವಿಶ್ವಾಸದಿಂದ ಬದುಕು ಕಟ್ಟಿಕೊಳ್ಳಬೇಕು, ಸರ್ಕಾರ ಎಲ್ಲ ರೀತಿಯ ನೆರವು ನೀಡಲಿದೆ ಎಂದು ಭರವಸೆ ನೀಡಿದರು. ಗ್ರಾಮ ಪಂಚಾಯಿತಿ ಮಟ್ಟದಲ್ಲಿಯೇ ಅರ್ಜಿ ಸಲ್ಲಿಸಲು ಅವಕಾಶ ಕಲ್ಪಿಸಲಾಗಿದೆ. ಅಧಿಕಾರಿಗಳು, ಜನಪ್ರತಿನಿಧಿಗಳು ಕಾರ್ಯಕ್ರಮದಲ್ಲಿ ಭಾಗವಹಿಸಿದ್ದರು. — [661, 764, 1306, 803]
health-camp-lead: ▸ ಬಳ್ಳಾರಿ: — [1313, 1049, 1340, 1058]
